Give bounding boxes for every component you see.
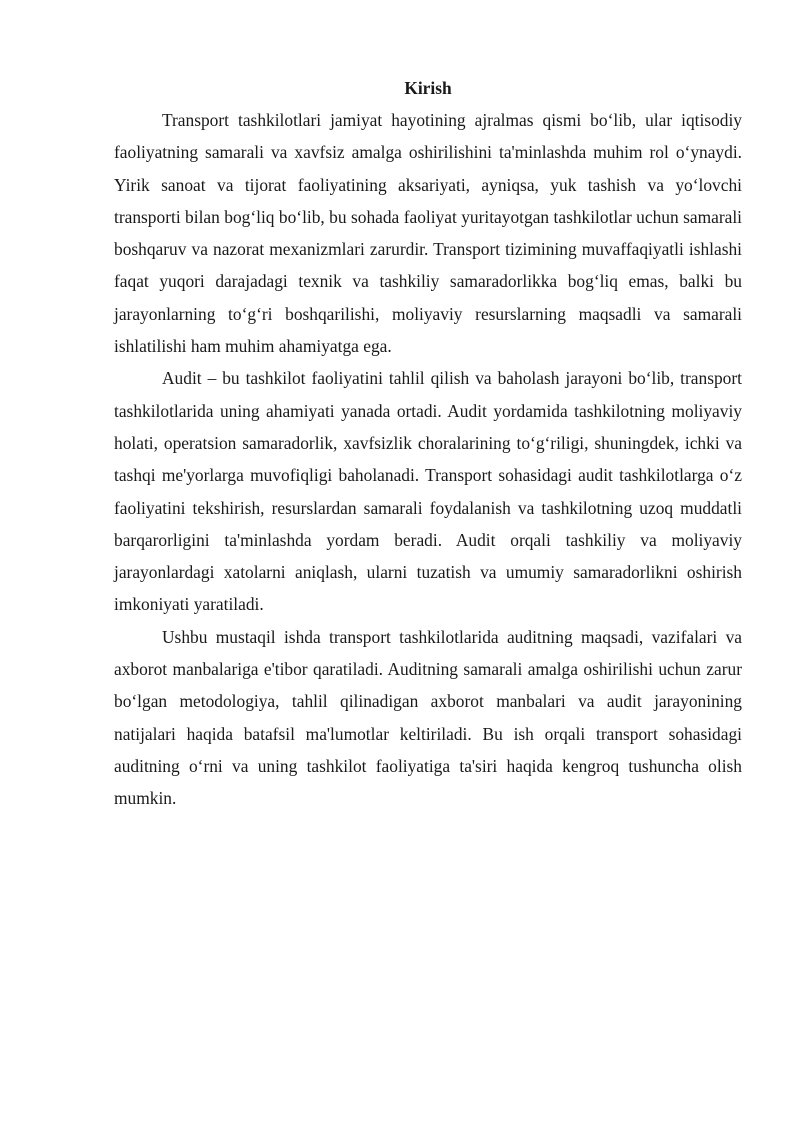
document-body bbox=[114, 76, 742, 815]
paragraph-audit: Audit – bu tashkilot faoliyatini tahlil qilish va baholash jarayoni bo‘lib, transport tashkilotlarida uning ahamiyati yanada ortadi. Audit yordamida tashkilotning moliyaviy holati, operatsion samaradorlik, xavfsizlik choralarining to‘g‘riligi, shuningdek, ichki va tashqi me'yorlarga muvofiqligi baholanadi. Transport sohasidagi audit tashkilotlarga o‘z faoliyatini tekshirish, resurslardan samarali foydalanish va tashkilotning uzoq muddatli barqarorligini ta'minlashda yordam beradi. Audit orqali tashkiliy va moliyaviy jarayonlardagi xatolarni aniqlash, ularni tuzatish va umumiy samaradorlikni oshirish imkoniyati yaratiladi. bbox=[114, 368, 742, 615]
section-title: Kirish bbox=[404, 78, 452, 98]
paragraph-intro: Transport tashkilotlari jamiyat hayotining ajralmas qismi bo‘lib, ular iqtisodiy faoliyatning samarali va xavfsiz amalga oshirilishini ta'minlashda muhim rol o‘ynaydi. Yirik sanoat va tijorat faoliyatining aksariyati, ayniqsa, yuk tashish va yo‘lovchi transporti bilan bog‘liq bo‘lib, bu sohada faoliyat yuritayotgan tashkilotlar uchun samarali boshqaruv va nazorat mexanizmlari zarurdir. Transport tizimining muvaffaqiyatli ishlashi faqat yuqori darajadagi texnik va tashkiliy samaradorlikka bog‘liq emas, balki bu jarayonlarning to‘g‘ri boshqarilishi, moliyaviy resurslarning maqsadli va samarali ishlatilishi ham muhim ahamiyatga ega. bbox=[114, 110, 742, 357]
paragraph-goals: Ushbu mustaqil ishda transport tashkilotlarida auditning maqsadi, vazifalari va axborot manbalariga e'tibor qaratiladi. Auditning samarali amalga oshirilishi uchun zarur bo‘lgan metodologiya, tahlil qilinadigan axborot manbalari va audit jarayonining natijalari haqida batafsil ma'lumotlar keltiriladi. Bu ish orqali transport sohasidagi auditning o‘rni va uning tashkilot faoliyatiga ta'siri haqida kengroq tushuncha olish mumkin. bbox=[114, 626, 742, 809]
